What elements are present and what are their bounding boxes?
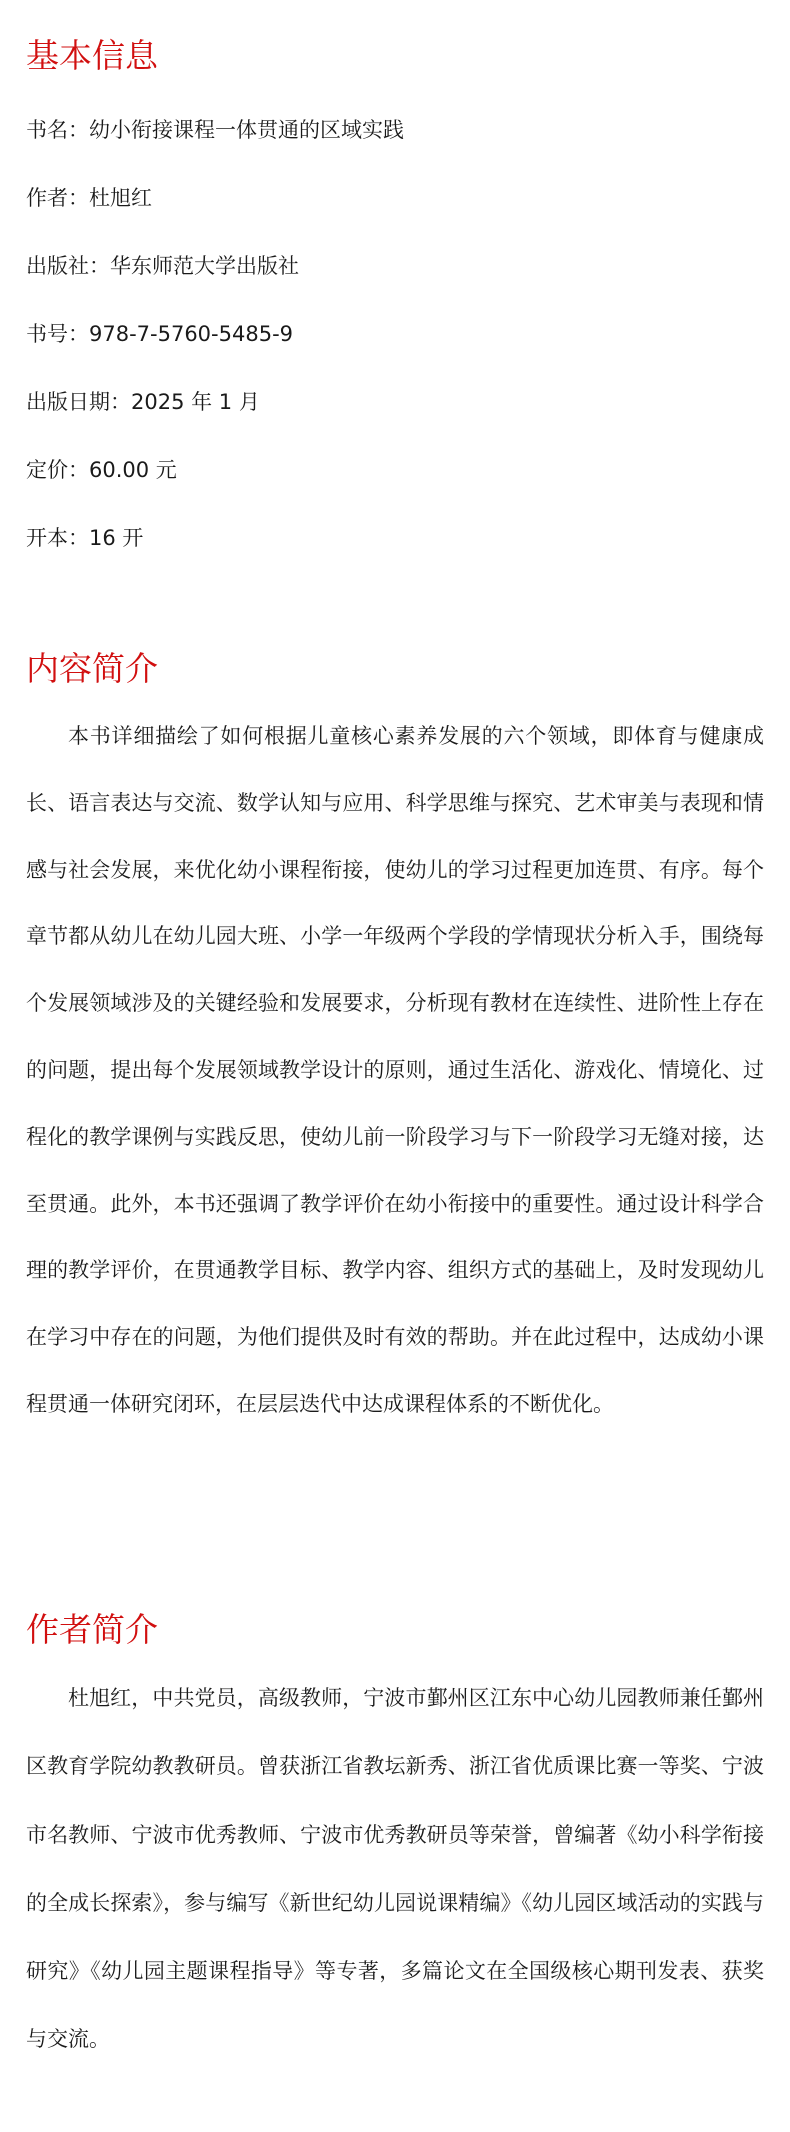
info-publish-date: 出版日期：2025 年 1 月 bbox=[26, 390, 260, 414]
intro-paragraph: 本书详细描绘了如何根据儿童核心素养发展的六个领域，即体育与健康成长、语言表达与交流、数学认知与应用、科学思维与探究、艺术审美与表现和情感与社会发展，来优化幼小课程衔接，使幼儿的学习过程更加连贯、有序。每个章节都从幼儿在幼儿园大班、小学一年级两个学段的学情现状分析入手，围绕每个发展领域涉及的关键经验和发展要求，分析现有教材在连续性、进阶性上存在的问题，提出每个发展领域教学设计的原则，通过生活化、游戏化、情境化、过程化的教学课例与实践反思，使幼儿前一阶段学习与下一阶段学习无缝对接，达至贯通。此外，本书还强调了教学评价在幼小衔接中的重要性。通过设计科学合理的教学评价，在贯通教学目标、教学内容、组织方式的基础上，及时发现幼儿在学习中存在的问题，为他们提供及时有效的帮助。并在此过程中，达成幼小课程贯通一体研究闭环，在层层迭代中达成课程体系的不断优化。 bbox=[26, 724, 764, 1416]
info-format: 开本：16 开 bbox=[26, 526, 144, 550]
intro-heading: 内容简介 bbox=[26, 649, 158, 688]
info-publisher: 出版社：华东师范大学出版社 bbox=[26, 254, 299, 278]
author-heading: 作者简介 bbox=[26, 1610, 158, 1649]
basic-info-heading: 基本信息 bbox=[26, 36, 158, 75]
info-author: 作者：杜旭红 bbox=[26, 186, 152, 210]
info-title: 书名：幼小衔接课程一体贯通的区域实践 bbox=[26, 118, 404, 142]
info-price: 定价：60.00 元 bbox=[26, 458, 177, 482]
author-paragraph: 杜旭红，中共党员，高级教师，宁波市鄞州区江东中心幼儿园教师兼任鄞州区教育学院幼教教研员。曾获浙江省教坛新秀、浙江省优质课比赛一等奖、宁波市名教师、宁波市优秀教师、宁波市优秀教研员等荣誉，曾编著《幼小科学衔接的全成长探索》，参与编写《新世纪幼儿园说课精编》《幼儿园区域活动的实践与研究》《幼儿园主题课程指导》等专著，多篇论文在全国级核心期刊发表、获奖与交流。 bbox=[26, 1686, 764, 2052]
info-isbn: 书号：978-7-5760-5485-9 bbox=[26, 322, 294, 346]
